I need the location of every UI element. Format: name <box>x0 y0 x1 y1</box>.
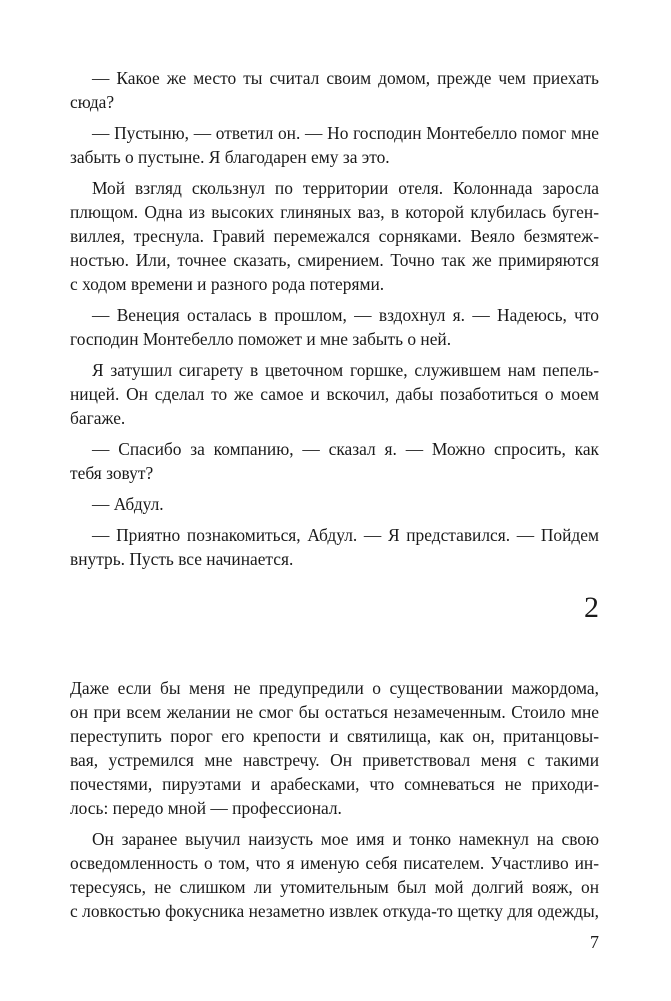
paragraph <box>70 66 599 114</box>
text-line: — Абдул. <box>92 494 164 514</box>
paragraph <box>70 358 599 430</box>
paragraph <box>70 492 599 516</box>
text-line: лось: передо мной — профессионал. <box>70 798 342 818</box>
section-1-text <box>70 66 599 578</box>
text-line: — Какое же место ты считал своим домом, прежде чем приехать <box>92 68 599 88</box>
text-line: тебя зовут? <box>70 463 154 483</box>
text-line: виллея, треснула. Гравий перемежался сорняками. Веяло безмятеж- <box>70 226 599 246</box>
text-line: — Спасибо за компанию, — сказал я. — Можно спросить, как <box>92 439 599 459</box>
text-line: с ходом времени и разного рода потерями. <box>70 274 385 294</box>
text-line: ностью. Или, точнее сказать, смирением. Точно так же примиряются <box>70 250 599 270</box>
paragraph <box>70 176 599 296</box>
text-line: Я затушил сигарету в цветочном горшке, служившем нам пепель- <box>92 360 599 380</box>
paragraph <box>70 121 599 169</box>
paragraph <box>70 437 599 485</box>
text-line: осведомленность о том, что я именую себя писателем. Участливо ин- <box>70 853 599 873</box>
paragraph <box>70 303 599 351</box>
text-line: господин Монтебелло поможет и мне забыть о ней. <box>70 329 452 349</box>
paragraph <box>70 676 599 820</box>
text-line: внутрь. Пусть все начинается. <box>70 549 294 569</box>
text-line: Мой взгляд скользнул по территории отеля. Колоннада заросла <box>92 178 599 198</box>
page-number: 7 <box>590 932 599 952</box>
section-2-text <box>70 676 599 930</box>
text-line: забыть о пустыне. Я благодарен ему за это. <box>70 147 390 167</box>
paragraph <box>70 827 599 923</box>
text-line: ницей. Он сделал то же самое и вскочил, дабы позаботиться о моем <box>70 384 599 404</box>
text-line: — Пустыню, — ответил он. — Но господин Монтебелло помог мне <box>92 123 599 143</box>
text-line: — Приятно познакомиться, Абдул. — Я представился. — Пойдем <box>92 525 599 545</box>
text-line: плющом. Одна из высоких глиняных ваз, в которой клубилась буген- <box>70 202 599 222</box>
text-line: переступить порог его крепости и святилища, как он, пританцовы- <box>70 726 599 746</box>
paragraph <box>70 523 599 571</box>
text-line: тересуясь, не слишком ли утомительным был мой долгий вояж, он <box>70 877 599 897</box>
text-line: почестями, пируэтами и арабесками, что сомневаться не приходи- <box>70 774 599 794</box>
text-line: он при всем желании не смог бы остаться незамеченным. Стоило мне <box>70 702 599 722</box>
text-line: вая, устремился мне навстречу. Он приветствовал меня с такими <box>70 750 599 770</box>
text-line: багаже. <box>70 408 126 428</box>
text-line: — Венеция осталась в прошлом, — вздохнул я. — Надеюсь, что <box>92 305 599 325</box>
text-line: Он заранее выучил наизусть мое имя и тонко намекнул на свою <box>92 829 599 849</box>
text-line: Даже если бы меня не предупредили о существовании мажордома, <box>70 678 599 698</box>
chapter-number: 2 <box>584 591 599 624</box>
text-line: сюда? <box>70 92 115 112</box>
text-line: с ловкостью фокусника незаметно извлек откуда-то щетку для одежды, <box>70 901 599 921</box>
